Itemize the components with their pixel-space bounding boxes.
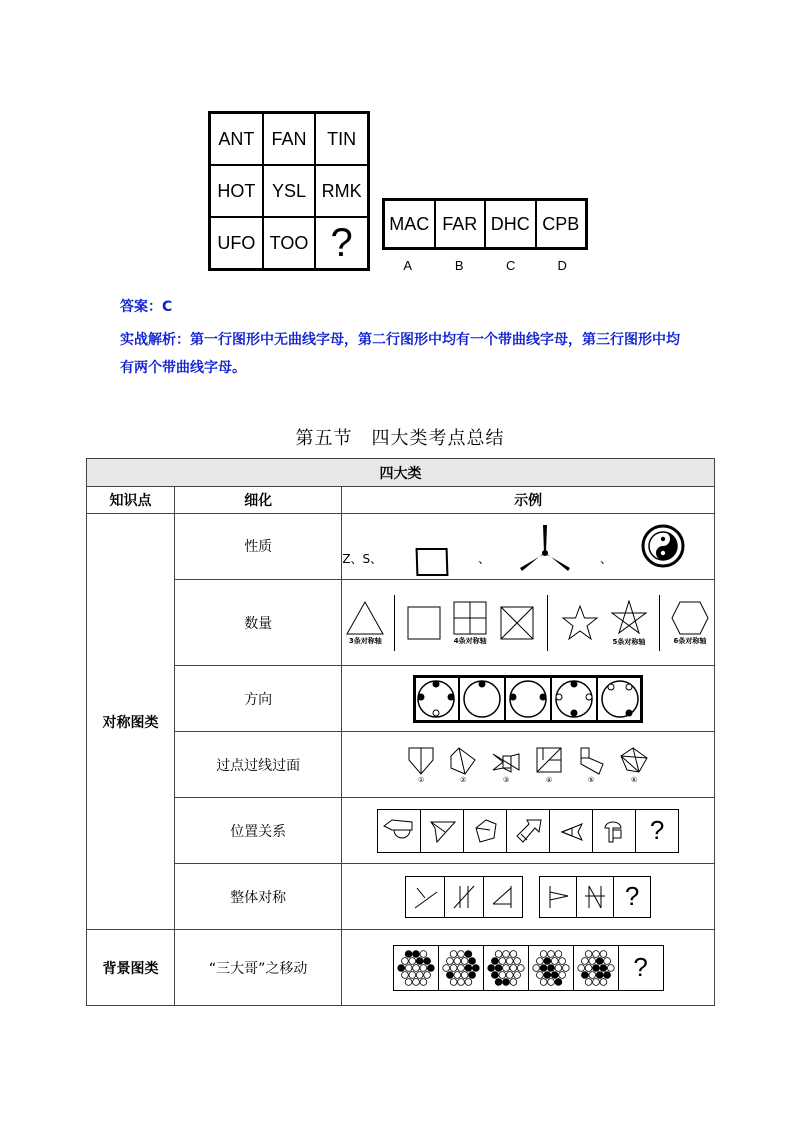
cluster-dot xyxy=(450,978,457,985)
direction-circles-figure xyxy=(413,675,643,723)
circled-num: ② xyxy=(460,775,467,784)
cluster-dot xyxy=(581,957,588,964)
dot-cluster-icon xyxy=(441,948,481,988)
cluster-dot xyxy=(600,950,607,957)
cluster-dot xyxy=(596,957,603,964)
cluster-dot xyxy=(405,978,412,985)
option-label: C xyxy=(506,258,516,273)
position-strip xyxy=(377,809,679,853)
cluster-dot xyxy=(465,950,472,957)
category-background: 背景图类 xyxy=(87,930,175,1006)
yin-yang-icon xyxy=(640,523,686,569)
cluster-dot xyxy=(495,950,502,957)
cluster-dot xyxy=(427,964,434,971)
example-background-move xyxy=(342,930,715,1006)
cluster-dot xyxy=(513,957,520,964)
cluster-dot xyxy=(420,964,427,971)
question-mark-cell: ? xyxy=(315,217,368,269)
option-label: B xyxy=(454,258,464,273)
cluster-dot xyxy=(420,950,427,957)
cluster-dot xyxy=(454,971,461,978)
shape-icon xyxy=(544,882,572,912)
cluster-dot xyxy=(589,957,596,964)
cluster-dot xyxy=(596,971,603,978)
shape-icon xyxy=(599,816,629,846)
cluster-dot xyxy=(446,971,453,978)
divider xyxy=(394,595,395,651)
cluster-dot xyxy=(502,950,509,957)
cluster-dot xyxy=(491,971,498,978)
grid-cell: HOT xyxy=(210,165,263,217)
grid-cell: ANT xyxy=(210,113,263,165)
question-mark: ? xyxy=(624,881,640,911)
cluster-dot xyxy=(506,971,513,978)
cluster-dot xyxy=(502,964,509,971)
shape-icon xyxy=(470,816,500,846)
cluster-dot xyxy=(420,978,427,985)
circled-num: ① xyxy=(418,775,425,784)
background-strip xyxy=(393,945,664,991)
cluster-dot xyxy=(468,957,475,964)
cluster-dot xyxy=(457,978,464,985)
dot-cluster-icon xyxy=(396,948,436,988)
option-cell: FAR xyxy=(435,200,486,248)
pentagram-icon xyxy=(610,599,648,637)
cluster-dot xyxy=(592,950,599,957)
cluster-dot xyxy=(423,971,430,978)
cluster-dot xyxy=(555,950,562,957)
cluster-dot xyxy=(540,964,547,971)
cluster-dot xyxy=(450,950,457,957)
cluster-dot xyxy=(468,971,475,978)
cluster-dot xyxy=(495,978,502,985)
question-mark: ? xyxy=(633,952,648,982)
circled-num: ⑤ xyxy=(588,775,595,784)
hexagon-icon xyxy=(670,600,710,636)
cluster-dot xyxy=(401,957,408,964)
cluster-dot xyxy=(461,957,468,964)
circled-num: ③ xyxy=(503,775,510,784)
sub-label: 方向 xyxy=(175,666,342,732)
cluster-dot xyxy=(412,978,419,985)
cluster-dot xyxy=(536,971,543,978)
property-text: 、 xyxy=(478,551,491,566)
symmetry-strip xyxy=(539,876,651,918)
cluster-dot xyxy=(416,971,423,978)
cluster-dot xyxy=(607,964,614,971)
option-cell: CPB xyxy=(536,200,587,248)
summary-table xyxy=(86,458,715,1006)
analysis-text: 实战解析：第一行图形中无曲线字母，第二行图形中均有一个带曲线字母，第三行图形中均有两个带曲线字母。 xyxy=(120,332,680,376)
shape-icon xyxy=(513,816,543,846)
sub-label: 性质 xyxy=(175,514,342,580)
cluster-dot xyxy=(544,957,551,964)
shape-icon xyxy=(581,882,609,912)
shape-icon xyxy=(556,816,586,846)
axis-label: 3条对称轴 xyxy=(348,636,382,645)
example-overall-symmetry xyxy=(342,864,715,930)
cluster-dot xyxy=(423,957,430,964)
example-quantity xyxy=(342,580,715,666)
cluster-dot xyxy=(499,971,506,978)
shape-icon xyxy=(450,882,478,912)
cluster-dot xyxy=(562,964,569,971)
category-symmetry: 对称图类 xyxy=(87,514,175,930)
square-icon xyxy=(406,605,442,641)
cluster-dot xyxy=(491,957,498,964)
cluster-dot xyxy=(472,964,479,971)
sub-label: 整体对称 xyxy=(175,864,342,930)
shape-icon xyxy=(382,816,416,846)
cluster-dot xyxy=(446,957,453,964)
cluster-dot xyxy=(454,957,461,964)
axis-label: 4条对称轴 xyxy=(453,636,487,645)
triangle-icon xyxy=(345,600,385,636)
col-header: 示例 xyxy=(342,487,715,514)
cluster-dot xyxy=(589,971,596,978)
cluster-dot xyxy=(540,978,547,985)
cluster-dot xyxy=(412,964,419,971)
axis-label: 5条对称轴 xyxy=(612,637,646,646)
example-through-point-line-face xyxy=(342,732,715,798)
sub-label: 过点过线过面 xyxy=(175,732,342,798)
option-labels xyxy=(382,258,588,273)
cluster-dot xyxy=(577,964,584,971)
cluster-dot xyxy=(592,964,599,971)
cluster-dot xyxy=(547,978,554,985)
table-title: 四大类 xyxy=(87,459,715,487)
cluster-dot xyxy=(551,957,558,964)
symmetry-strip xyxy=(405,876,523,918)
propeller-icon xyxy=(518,523,572,577)
cluster-dot xyxy=(461,971,468,978)
cluster-dot xyxy=(401,971,408,978)
cluster-dot xyxy=(506,957,513,964)
cluster-dot xyxy=(487,964,494,971)
shape-icon xyxy=(449,746,477,776)
cluster-dot xyxy=(465,978,472,985)
option-cell: MAC xyxy=(384,200,435,248)
cluster-dot xyxy=(495,964,502,971)
cluster-dot xyxy=(592,978,599,985)
cluster-dot xyxy=(510,964,517,971)
cluster-dot xyxy=(558,957,565,964)
cluster-dot xyxy=(409,957,416,964)
puzzle-grid xyxy=(208,111,370,271)
col-header: 知识点 xyxy=(87,487,175,514)
shape-icon xyxy=(577,746,605,776)
cluster-dot xyxy=(547,964,554,971)
cluster-dot xyxy=(450,964,457,971)
grid-cell: TIN xyxy=(315,113,368,165)
property-text: Z、S、 xyxy=(342,551,383,566)
cluster-dot xyxy=(585,964,592,971)
answer-text: 答案：C xyxy=(120,299,173,315)
shape-icon xyxy=(535,746,563,776)
cluster-dot xyxy=(397,964,404,971)
option-label: D xyxy=(557,258,567,273)
dot-cluster-icon xyxy=(531,948,571,988)
cluster-dot xyxy=(457,964,464,971)
parallelogram-icon xyxy=(410,547,450,577)
cluster-dot xyxy=(581,971,588,978)
shape-icon xyxy=(427,816,457,846)
col-header: 细化 xyxy=(175,487,342,514)
cluster-dot xyxy=(499,957,506,964)
cluster-dot xyxy=(502,978,509,985)
example-position-relation xyxy=(342,798,715,864)
cluster-dot xyxy=(442,964,449,971)
circled-num: ④ xyxy=(546,775,553,784)
cluster-dot xyxy=(585,978,592,985)
cluster-dot xyxy=(540,950,547,957)
property-text: 、 xyxy=(600,551,613,566)
cluster-dot xyxy=(510,950,517,957)
axis-label: 6条对称轴 xyxy=(673,636,707,645)
divider xyxy=(659,595,660,651)
cluster-dot xyxy=(603,971,610,978)
grid-cell: FAN xyxy=(263,113,316,165)
puzzle-options xyxy=(382,198,588,250)
cluster-dot xyxy=(409,971,416,978)
grid-cell: UFO xyxy=(210,217,263,269)
shape-icon xyxy=(411,882,439,912)
cluster-dot xyxy=(513,971,520,978)
question-mark: ? xyxy=(649,815,665,845)
cluster-dot xyxy=(544,971,551,978)
sub-label: 位置关系 xyxy=(175,798,342,864)
star-icon xyxy=(561,604,599,642)
grid-square-icon xyxy=(452,600,488,636)
divider xyxy=(547,595,548,651)
cluster-dot xyxy=(405,950,412,957)
grid-cell: TOO xyxy=(263,217,316,269)
grid-cell: YSL xyxy=(263,165,316,217)
cluster-dot xyxy=(517,964,524,971)
sub-label: “三大哥”之移动 xyxy=(175,930,342,1006)
cluster-dot xyxy=(603,957,610,964)
cluster-dot xyxy=(412,950,419,957)
shape-icon xyxy=(619,746,649,776)
cluster-dot xyxy=(416,957,423,964)
option-cell: DHC xyxy=(485,200,536,248)
cluster-dot xyxy=(536,957,543,964)
dot-cluster-icon xyxy=(576,948,616,988)
cluster-dot xyxy=(532,964,539,971)
option-label: A xyxy=(403,258,413,273)
cluster-dot xyxy=(600,964,607,971)
dot-cluster-icon xyxy=(486,948,526,988)
cluster-dot xyxy=(585,950,592,957)
cluster-dot xyxy=(465,964,472,971)
cluster-dot xyxy=(555,964,562,971)
cluster-dot xyxy=(558,971,565,978)
grid-cell: RMK xyxy=(315,165,368,217)
cluster-dot xyxy=(600,978,607,985)
cluster-dot xyxy=(547,950,554,957)
sub-label: 数量 xyxy=(175,580,342,666)
shape-icon xyxy=(407,746,435,776)
cluster-dot xyxy=(405,964,412,971)
section-title: 第五节 四大类考点总结 xyxy=(295,428,505,449)
circled-num: ⑥ xyxy=(631,775,638,784)
cluster-dot xyxy=(457,950,464,957)
cluster-dot xyxy=(510,978,517,985)
shape-icon xyxy=(489,882,517,912)
cluster-dot xyxy=(555,978,562,985)
example-property xyxy=(342,514,715,580)
x-square-icon xyxy=(499,605,535,641)
cluster-dot xyxy=(551,971,558,978)
shape-icon xyxy=(491,746,521,776)
example-direction xyxy=(342,666,715,732)
